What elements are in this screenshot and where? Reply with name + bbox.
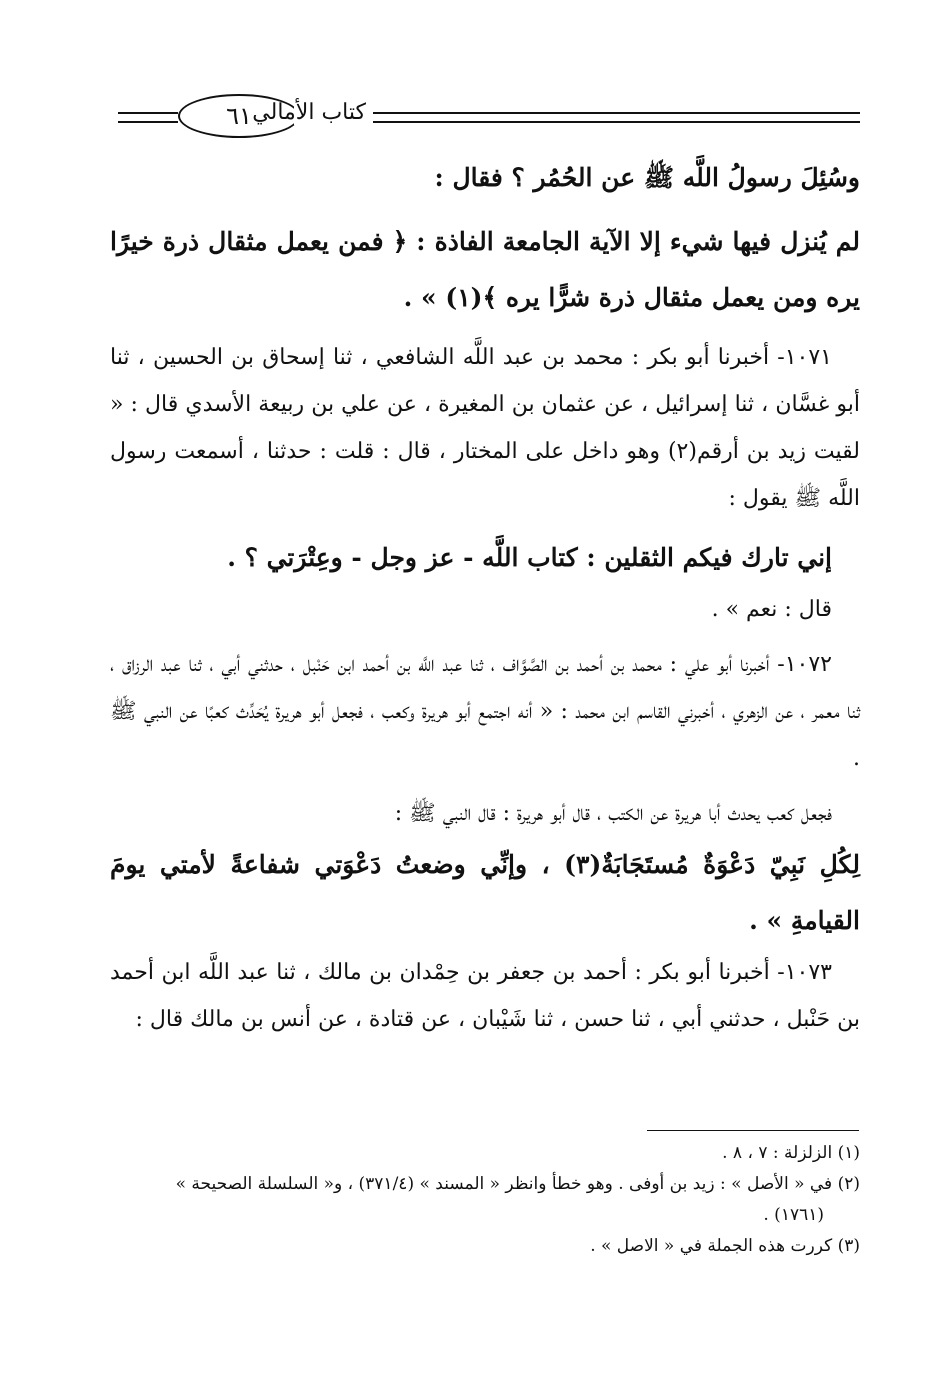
page-number: ٦١: [178, 94, 300, 138]
footnote-2: (٢) في « الأصل » : زيد بن أوفى . وهو خطأ وانظر « المسند » (٣٧١/٤) ، و« السلسلة الصحيحة »: [175, 1174, 860, 1194]
hadith-1071-quote: إني تارك فيكم الثقلين : كتاب اللَّه - عز وجل - وعِتْرَتي ؟ .: [227, 543, 832, 572]
hadith-1073: ١٠٧٣- أخبرنا أبو بكر : أحمد بن جعفر بن حِمْدان بن مالك ، ثنا عبد اللَّه ابن أحمد بن حَنْبل ، حدثني أبي ، ثنا حسن ، ثنا شَيْبان ، عن قتادة ، عن أنس بن مالك قال :: [110, 960, 860, 1032]
paragraph-question: وسُئِلَ رسولُ اللَّه ﷺ عن الحُمُر ؟ فقال :: [434, 163, 860, 192]
hadith-1072-continuation: فجعل كعب يحدث أبا هريرة عن الكتب ، قال أبو هريرة : قال النبي ﷺ :: [394, 801, 832, 826]
paragraph-answer-verse: لم يُنزل فيها شيء إلا الآية الجامعة الفاذة : ﴿ فمن يعمل مثقال ذرة خيرًا يره ومن يعمل مثقال ذرة شرًّا يره ﴾(١) » .: [110, 227, 860, 312]
header-rule-right: [373, 112, 860, 123]
hadith-1071-reply: قال : نعم » .: [711, 597, 832, 622]
footnote-3: (٣) كررت هذه الجملة في « الاصل » .: [590, 1236, 860, 1256]
footnote-divider: [647, 1130, 859, 1131]
hadith-1071: ١٠٧١- أخبرنا أبو بكر : محمد بن عبد اللَّه الشافعي ، ثنا إسحاق بن الحسين ، ثنا أبو غسَّان ، ثنا إسرائيل ، عن عثمان بن المغيرة ، عن علي بن ربيعة الأسدي قال : « لقيت زيد بن أرقم(٢) وهو داخل على المختار ، قال : قلت : حدثنا ، أسمعت رسول اللَّه ﷺ يقول :: [110, 345, 860, 511]
header-rule-left: [118, 112, 178, 123]
hadith-1072-quote: لِكُلِ نَبِيّ دَعْوَةٌ مُستَجَابَةٌ(٣) ، وإنِّي وضعتُ دَعْوَتي شفاعةً لأمتي يومَ القيامةِ » .: [110, 850, 860, 935]
footnote-2-continuation: (١٧٦١) .: [763, 1205, 824, 1225]
book-title: كتاب الأمالي: [252, 100, 366, 125]
page-body: [110, 150, 860, 1043]
hadith-1072: ١٠٧٢- أخبرنا أبو علي : محمد بن أحمد بن الصَّوَّاف ، ثنا عبد اللَّه بن أحمد ابن حَنْبل ، حدثني أبي ، ثنا عبد الرزاق ، ثنا معمر ، عن الزهري ، أخبرني القاسم ابن محمد : « أنه اجتمع أبو هريرة وكعب ، فجعل أبو هريرة يُحَدِّث كعبًا عن النبي ﷺ .: [110, 652, 860, 771]
running-header: [118, 94, 860, 138]
footnote-1: (١) الزلزلة : ٧ ، ٨ .: [722, 1143, 860, 1163]
footnotes: [110, 1138, 860, 1262]
